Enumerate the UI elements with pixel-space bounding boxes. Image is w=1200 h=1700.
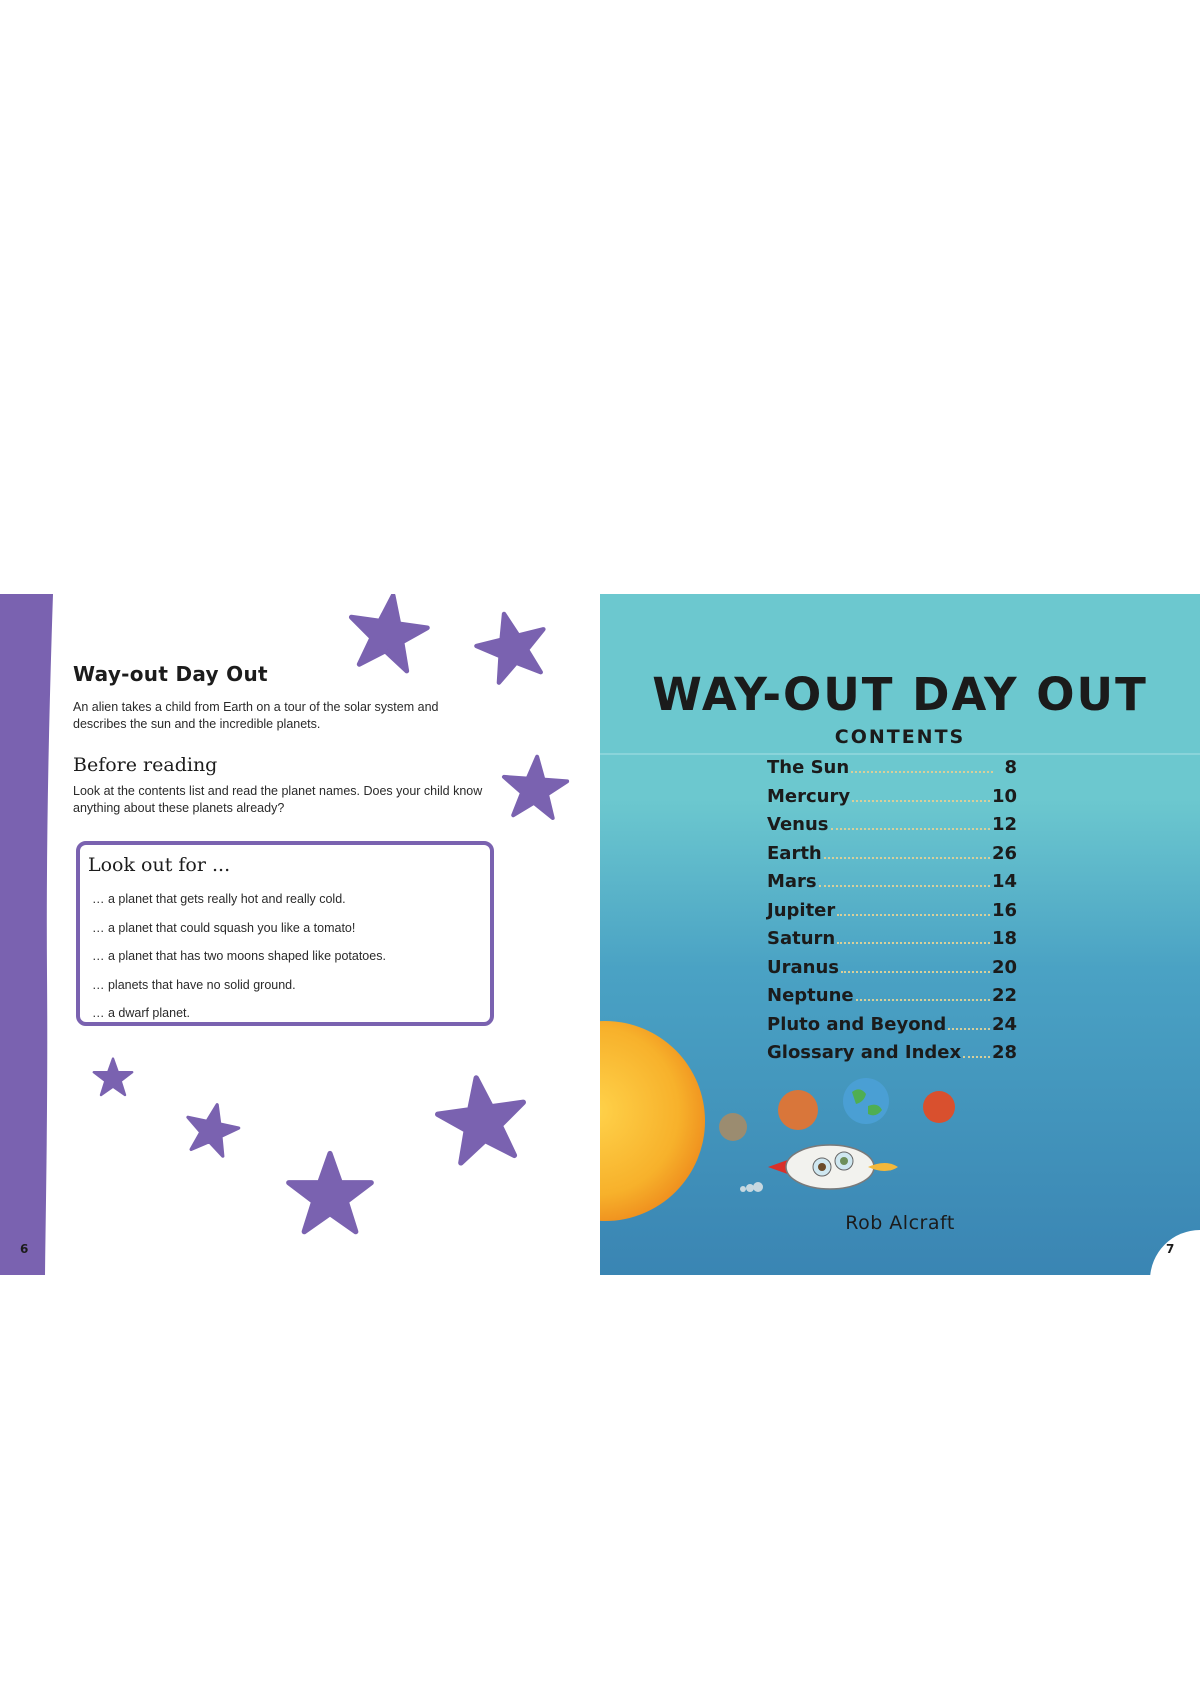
right-page (600, 594, 1200, 1275)
toc-entry[interactable] (767, 985, 1017, 1014)
table-of-contents (767, 757, 1017, 1071)
toc-page: 8 (1004, 757, 1017, 778)
toc-title: Mercury (767, 785, 851, 807)
list-item: … a planet that gets really hot and really cold. (92, 892, 346, 906)
toc-page: 10 (991, 785, 1017, 807)
toc-entry[interactable] (767, 957, 1017, 986)
toc-page: 24 (991, 1013, 1017, 1035)
toc-title: Pluto and Beyond (767, 1013, 947, 1035)
book-title: Way-out Day Out (73, 662, 268, 686)
toc-page: 26 (991, 842, 1017, 864)
dot-leader (819, 885, 990, 887)
toc-page: 14 (991, 871, 1017, 892)
dot-leader (831, 828, 990, 830)
toc-title: The Sun (767, 757, 850, 778)
toc-title: Saturn (767, 928, 836, 949)
list-item: … a planet that could squash you like a tomato! (92, 920, 356, 935)
toc-entry[interactable] (767, 1014, 1017, 1043)
toc-title: Earth (767, 842, 822, 864)
before-reading-heading: Before reading (73, 754, 218, 776)
toc-entry[interactable] (767, 871, 1017, 900)
book-summary: An alien takes a child from Earth on a tour of the solar system and describes the sun and the incredible planets. (73, 700, 439, 731)
dot-leader (841, 971, 990, 973)
look-out-list (92, 891, 386, 1034)
toc-title: Glossary and Index (767, 1042, 962, 1063)
toc-page: 18 (991, 928, 1017, 949)
left-page (0, 594, 600, 1275)
dot-leader (851, 771, 993, 773)
contents-page-title: WAY-OUT DAY OUT (652, 668, 1148, 721)
toc-entry[interactable] (767, 928, 1017, 957)
dot-leader (837, 914, 990, 916)
list-item: … planets that have no solid ground. (92, 977, 296, 992)
toc-page: 20 (991, 956, 1017, 978)
toc-title: Neptune (767, 985, 854, 1006)
dot-leader (824, 857, 990, 859)
before-reading-text: Look at the contents list and read the planet names. Does your child know anything about these planets already? (73, 784, 483, 815)
dot-leader (856, 999, 990, 1001)
look-out-box (76, 841, 494, 1026)
author-name: Rob Alcraft (845, 1212, 955, 1234)
star-icon (498, 752, 572, 823)
toc-entry[interactable] (767, 786, 1017, 815)
toc-entry[interactable] (767, 843, 1017, 872)
toc-entry[interactable] (767, 814, 1017, 843)
toc-page: 28 (991, 1042, 1017, 1063)
contents-heading: CONTENTS (834, 726, 966, 748)
book-spread (0, 594, 1200, 1275)
toc-entry[interactable] (767, 757, 1017, 786)
dot-leader (852, 800, 990, 802)
dot-leader (963, 1056, 990, 1058)
toc-page: 16 (991, 899, 1017, 921)
toc-page: 22 (991, 985, 1017, 1006)
page-number-right: 7 (1166, 1242, 1175, 1256)
toc-entry[interactable] (767, 1042, 1017, 1071)
page-number-left: 6 (20, 1242, 29, 1256)
toc-title: Jupiter (767, 899, 836, 921)
list-item: … a planet that has two moons shaped like potatoes. (92, 949, 386, 964)
toc-title: Uranus (767, 956, 839, 978)
list-item: … a dwarf planet. (92, 1006, 190, 1021)
star-icon (284, 1150, 376, 1236)
star-icon (428, 1068, 536, 1170)
star-icon (92, 1057, 134, 1097)
toc-title: Venus (767, 814, 829, 835)
look-out-title: Look out for ... (88, 854, 231, 876)
toc-page: 12 (991, 814, 1017, 835)
toc-title: Mars (767, 871, 817, 892)
dot-leader (948, 1028, 990, 1030)
purple-side-bar (0, 594, 53, 1275)
toc-entry[interactable] (767, 900, 1017, 929)
star-icon (179, 1097, 245, 1161)
dot-leader (837, 942, 990, 944)
